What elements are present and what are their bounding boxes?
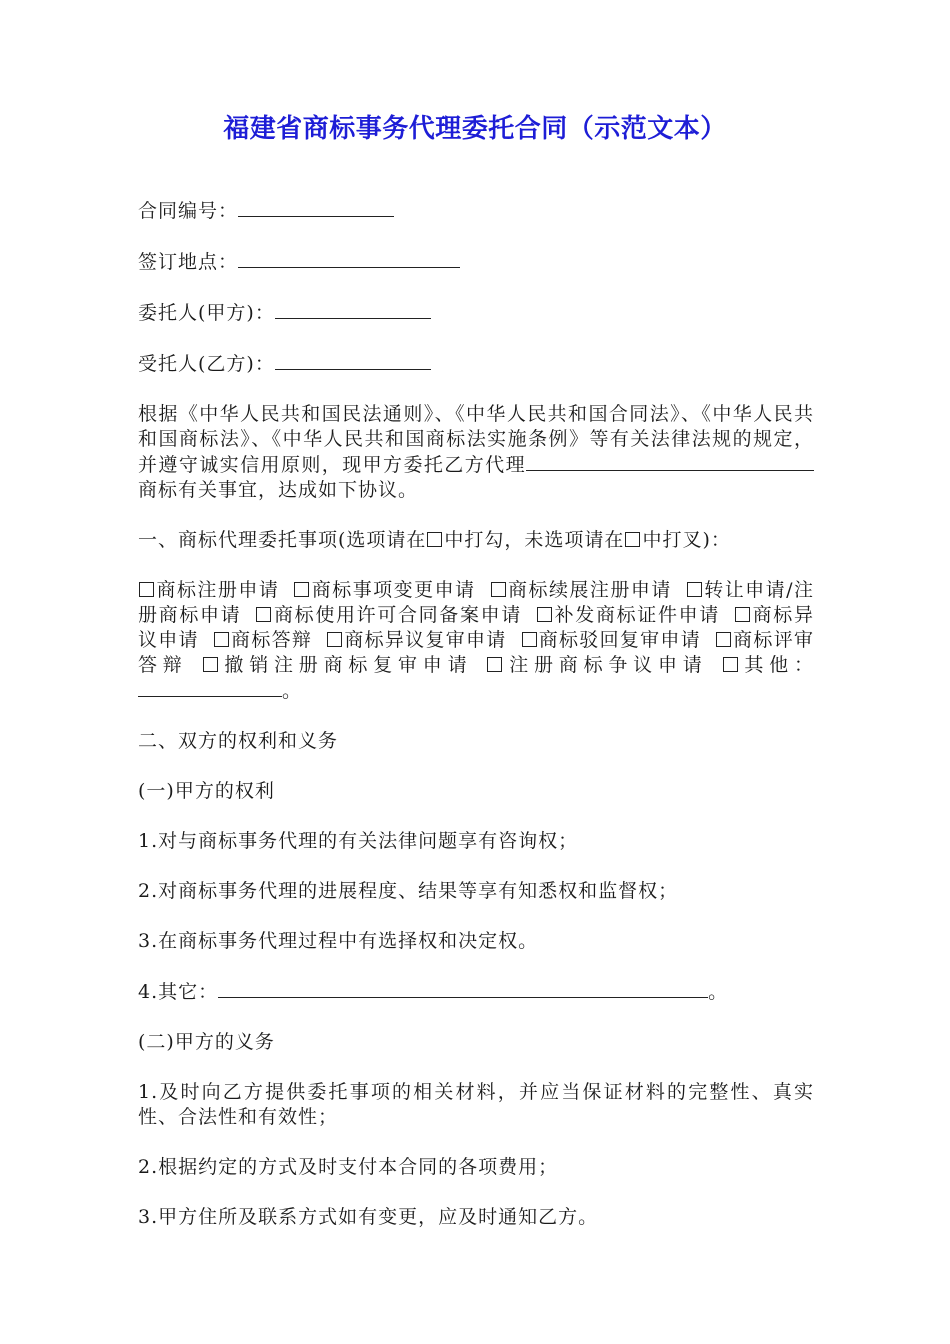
option-item[interactable] bbox=[213, 629, 312, 651]
party-a-duty-3: 3.甲方住所及联系方式如有变更，应及时通知乙方。 bbox=[138, 1206, 599, 1228]
option-label: 商标答辩 bbox=[230, 629, 313, 651]
section1-heading bbox=[138, 528, 814, 553]
party-a-right-4 bbox=[138, 979, 814, 1005]
trademark-blank-a bbox=[526, 452, 548, 471]
option-label: 商标使用许可合同备案申请 bbox=[273, 604, 522, 626]
intro-paragraph bbox=[138, 402, 814, 503]
section2-sub1-heading: (一)甲方的权利 bbox=[138, 780, 275, 802]
option-item[interactable] bbox=[326, 629, 506, 651]
checkbox-icon[interactable] bbox=[203, 657, 218, 672]
option-label: 商标异议复审申请 bbox=[344, 629, 507, 651]
checkbox-icon[interactable] bbox=[522, 632, 537, 647]
party-a-label: 委托人(甲方)： bbox=[138, 302, 275, 324]
party-a-line bbox=[138, 300, 814, 326]
option-label: 注册商标争议申请 bbox=[504, 654, 708, 676]
checkbox-icon[interactable] bbox=[716, 632, 731, 647]
option-label: 转让申请/注册商标申请 bbox=[138, 579, 814, 626]
party-b-blank bbox=[275, 351, 431, 370]
section1-options bbox=[138, 578, 814, 704]
checkbox-icon[interactable] bbox=[687, 582, 702, 597]
section1-heading-part2: 中打勾，未选项请在 bbox=[444, 529, 625, 551]
checkbox-icon[interactable] bbox=[256, 607, 271, 622]
trademark-blank-b bbox=[548, 452, 814, 471]
option-item[interactable] bbox=[293, 579, 475, 601]
option-label: 商标驳回复审申请 bbox=[538, 629, 701, 651]
checkbox-icon[interactable] bbox=[294, 582, 309, 597]
option-item[interactable] bbox=[521, 629, 701, 651]
party-a-right-3: 3.在商标事务代理过程中有选择权和决定权。 bbox=[138, 930, 539, 952]
sign-place-blank bbox=[238, 249, 460, 268]
party-a-blank bbox=[275, 300, 431, 319]
party-a-right-2: 2.对商标事务代理的进展程度、结果等享有知悉权和监督权； bbox=[138, 880, 679, 902]
option-item[interactable] bbox=[255, 604, 522, 626]
section2-heading: 二、双方的权利和义务 bbox=[138, 730, 339, 752]
sign-place-label: 签订地点： bbox=[138, 251, 239, 273]
checkbox-icon bbox=[427, 532, 442, 547]
option-label: 撤销注册商标复审申请 bbox=[219, 654, 473, 676]
option-item[interactable] bbox=[490, 579, 672, 601]
document-body bbox=[138, 198, 814, 1255]
party-b-label: 受托人(乙方)： bbox=[138, 353, 275, 375]
contract-number-blank bbox=[238, 198, 394, 217]
section1-heading-part1: 一、商标代理委托事项(选项请在 bbox=[138, 529, 427, 551]
party-a-right-4-end: 。 bbox=[708, 981, 729, 1003]
option-item[interactable] bbox=[486, 654, 707, 676]
party-a-right-4-label: 4.其它： bbox=[138, 981, 219, 1003]
contract-number-label: 合同编号： bbox=[138, 200, 239, 222]
party-a-right-1: 1.对与商标事务代理的有关法律问题享有咨询权； bbox=[138, 830, 579, 852]
checkbox-icon[interactable] bbox=[537, 607, 552, 622]
contract-number-line bbox=[138, 198, 814, 224]
section1-heading-part3: 中打叉)： bbox=[642, 529, 731, 551]
option-label: 商标注册申请 bbox=[156, 579, 280, 601]
option-item[interactable] bbox=[138, 579, 279, 601]
checkbox-icon[interactable] bbox=[487, 657, 502, 672]
section2-sub2-heading: (二)甲方的义务 bbox=[138, 1031, 275, 1053]
sign-place-line bbox=[138, 249, 814, 275]
checkbox-icon[interactable] bbox=[139, 582, 154, 597]
option-other-blank bbox=[138, 678, 282, 697]
checkbox-icon[interactable] bbox=[735, 607, 750, 622]
checkbox-icon[interactable] bbox=[327, 632, 342, 647]
checkbox-icon[interactable] bbox=[214, 632, 229, 647]
intro-text-end: 商标有关事宜，达成如下协议。 bbox=[138, 479, 419, 501]
document-title: 福建省商标事务代理委托合同（示范文本） bbox=[223, 114, 727, 144]
option-label: 商标续展注册申请 bbox=[507, 579, 672, 601]
option-label: 商标评审答辩 bbox=[138, 629, 814, 676]
party-a-right-4-blank bbox=[218, 979, 708, 998]
intro-text: 根据《中华人民共和国民法通则》、《中华人民共和国合同法》、《中华人民共和国商标法》、《中华人民共和国商标法实施条例》等有关法律法规的规定，并遵守诚实信用原则，现甲方委托乙方代理 bbox=[138, 403, 814, 476]
option-label: 补发商标证件申请 bbox=[553, 604, 720, 626]
option-item[interactable] bbox=[536, 604, 720, 626]
checkbox-icon[interactable] bbox=[723, 657, 738, 672]
option-label: 商标异议申请 bbox=[138, 604, 814, 651]
option-label: 商标事项变更申请 bbox=[311, 579, 476, 601]
checkbox-icon[interactable] bbox=[491, 582, 506, 597]
option-item[interactable] bbox=[202, 654, 473, 676]
option-other-end: 。 bbox=[282, 680, 303, 702]
party-b-line bbox=[138, 351, 814, 377]
party-a-duty-1: 1.及时向乙方提供委托事项的相关材料，并应当保证材料的完整性、真实性、合法性和有效性； bbox=[138, 1081, 814, 1128]
checkbox-icon bbox=[625, 532, 640, 547]
party-a-duty-2: 2.根据约定的方式及时支付本合同的各项费用； bbox=[138, 1156, 559, 1178]
option-other-label: 其他： bbox=[739, 654, 814, 676]
